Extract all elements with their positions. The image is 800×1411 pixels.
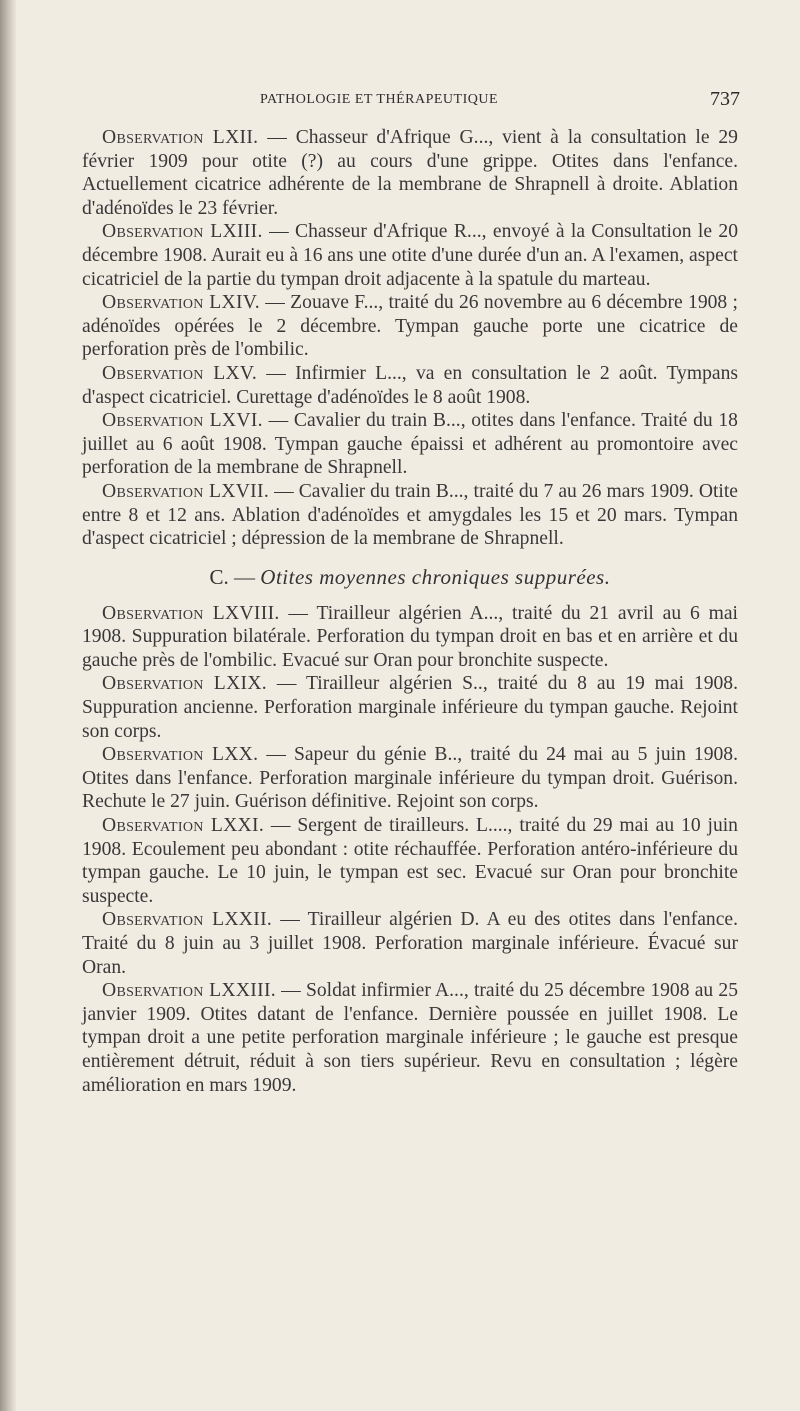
page-number: 737 <box>710 88 740 110</box>
observation-label: Observation LXX. <box>102 744 259 766</box>
page-binding-shadow <box>0 0 16 1411</box>
observation-label: Observation LXII. <box>102 127 259 148</box>
observation-paragraph <box>82 979 738 1097</box>
running-title: PATHOLOGIE ET THÉRAPEUTIQUE <box>260 92 499 107</box>
observation-text: — Infirmier L..., va en consultation le 2 août. Tympans d'aspect cicatriciel. Curettage d'adénoïdes le 8 août 1908. <box>82 362 738 408</box>
observation-label: Observation LXVIII. <box>102 602 280 624</box>
observation-paragraph <box>82 362 738 409</box>
observation-paragraph <box>82 291 738 362</box>
observation-label: Observation LXVII. <box>102 480 270 502</box>
observation-paragraph <box>82 480 738 551</box>
observation-label: Observation LXVI. <box>102 410 263 432</box>
observation-text: — Cavalier du train B..., traité du 7 au 26 mars 1909. Otite entre 8 et 12 ans. Ablation d'adénoïdes et amygdales les 15 et 20 mars. Tympan d'aspect cicatriciel ; dépression de la membrane de Shrapnell. <box>82 480 739 550</box>
observation-text: — Sergent de tirailleurs. L...., traité du 29 mai au 10 juin 1908. Ecoulement peu abondant : otite réchauffée. Perforation antéro-inférieure du tympan gauche. Le 10 juin, le tympan est sec. Evacué sur Oran pour bronchite suspecte. <box>82 815 738 907</box>
running-head <box>80 90 740 114</box>
observation-paragraph <box>82 220 738 291</box>
observation-text: — Chasseur d'Afrique G..., vient à la consultation le 29 février 1909 pour otite (?) au cours d'une grippe. Otites dans l'enfance. Actuellement cicatrice adhérente de la membrane de Shrapnell à droite. Ablation d'adénoïdes le 23 février. <box>82 127 738 219</box>
observation-label: Observation LXIX. <box>102 673 268 695</box>
observation-text: — Tirailleur algérien D. A eu des otites dans l'enfance. Traité du 8 juin au 3 juillet 1908. Perforation marginale inférieure. Évacué sur Oran. <box>82 909 739 978</box>
observation-paragraph <box>82 908 738 979</box>
section-title: Otites moyennes chroniques suppurées. <box>260 564 611 589</box>
page-body <box>82 126 738 1356</box>
observation-paragraph <box>82 672 738 743</box>
section-letter: C. — <box>209 564 256 589</box>
observation-paragraph <box>82 602 738 673</box>
observation-text: — Tirailleur algérien S.., traité du 8 au 19 mai 1908. Suppuration ancienne. Perforation marginale inférieure du tympan gauche. Rejoint son corps. <box>82 673 738 742</box>
observation-label: Observation LXIV. <box>102 292 260 314</box>
observation-text: — Sapeur du génie B.., traité du 24 mai au 5 juin 1908. Otites dans l'enfance. Perforation marginale inférieure du tympan droit. Guérison. Rechute le 27 juin. Guérison définitive. Rejoint son corps. <box>82 744 738 813</box>
observation-paragraph <box>82 126 738 220</box>
observation-text: — Tirailleur algérien A..., traité du 21 avril au 6 mai 1908. Suppuration bilatérale. Perforation du tympan droit en bas et en arrière et du gauche près de l'ombilic. Evacué sur Oran pour bronchite suspecte. <box>82 602 738 671</box>
observation-text: — Soldat infirmier A..., traité du 25 décembre 1908 au 25 janvier 1909. Otites datant de l'enfance. Dernière poussée en juillet 1908. Le tympan droit a une petite perforation marginale inférieure ; le gauche est presque entièrement détruit, réduit à son tiers supérieur. Revu en consultation ; légère amélioration en mars 1909. <box>82 980 738 1096</box>
observation-label: Observation LXV. <box>102 362 258 384</box>
observation-label: Observation LXXI. <box>102 815 265 837</box>
observation-paragraph <box>82 743 738 814</box>
observation-paragraph <box>82 409 738 480</box>
observation-text: — Chasseur d'Afrique R..., envoyé à la Consultation le 20 décembre 1908. Aurait eu à 16 ans une otite d'une durée d'un an. A l'examen, aspect cicatriciel de la partie du tympan droit adjacente à la spatule du marteau. <box>82 221 738 290</box>
observation-label: Observation LXIII. <box>102 221 263 243</box>
observation-text: — Cavalier du train B..., otites dans l'enfance. Traité du 18 juillet au 6 août 1908. Tympan gauche épaissi et adhérent au promontoire avec perforation de la membrane de Shrapnell. <box>82 410 738 479</box>
observation-label: Observation LXXII. <box>102 909 273 931</box>
observation-label: Observation LXXIII. <box>102 980 276 1002</box>
section-heading <box>82 565 738 590</box>
observation-text: — Zouave F..., traité du 26 novembre au 6 décembre 1908 ; adénoïdes opérées le 2 décembre. Tympan gauche porte une cicatrice de perforation près de l'ombilic. <box>82 292 738 361</box>
observation-paragraph <box>82 814 738 908</box>
